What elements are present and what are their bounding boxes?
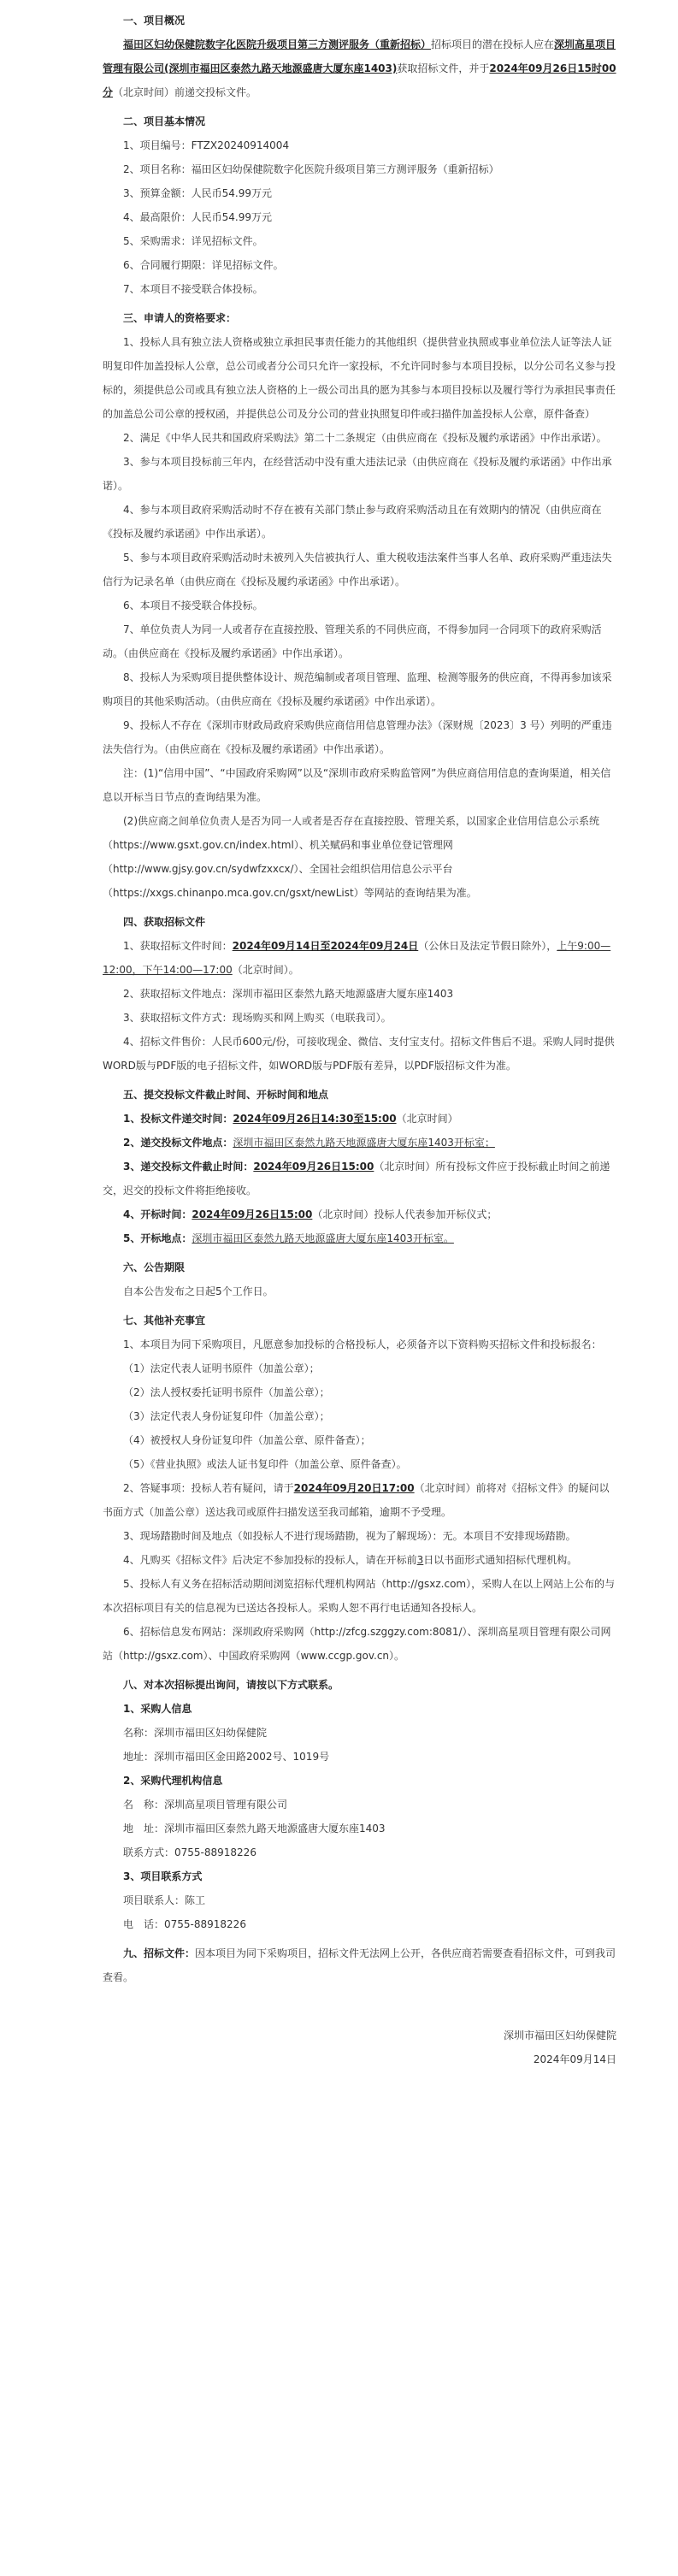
obtain-location: 2、获取招标文件地点：深圳市福田区泰然九路天地源盛唐大厦东座1403 [123,988,454,1000]
basic-info-item: 5、采购需求：详见招标文件。 [123,235,263,247]
other-matter-item: 2、答疑事项：投标人若有疑问，请于2024年09月20日17:00（北京时间）前将对《招标文件》的疑问以书面方式（加盖公章）送达我司或原件扫描发送至我司邮箱，逾期不予受理。 [103,1482,610,1518]
buyer-name: 名称：深圳市福田区妇幼保健院 [123,1727,268,1739]
section-title-contacts: 八、对本次招标提出询问，请按以下方式联系。 [123,1679,339,1691]
obtain-date-range: 2024年09月14日至2024年09月24日 [232,940,419,952]
qualification-item: 6、本项目不接受联合体投标。 [123,600,263,612]
documents-note: 九、招标文件：因本项目为同下采购项目，招标文件无法网上公开，各供应商若需要查看招标文件，可到我司查看。 [103,1947,616,1983]
agent-address: 地 址：深圳市福田区泰然九路天地源盛唐大厦东座1403 [123,1823,386,1835]
issue-date: 2024年09月14日 [533,2053,616,2065]
submission-time: 1、投标文件递交时间：2024年09月26日14:30至15:00（北京时间） [123,1113,458,1125]
agent-phone: 联系方式：0755-88918226 [123,1846,256,1858]
section-title-obtain-documents: 四、获取招标文件 [123,916,206,928]
project-contact-person: 项目联系人：陈工 [123,1894,206,1906]
qualification-item: 1、投标人具有独立法人资格或独立承担民事责任能力的其他组织（提供营业执照或事业单位法人证等法人证明复印件加盖投标人公章，总公司或者分公司只允许一家投标，不允许同时参与本项目投标，以分公司名义参与投标的，须提供总公司或具有独立法人资格的上一级公司出具的愿为其参与本项目投标以及履行等行为承担民事责任的加盖总公司公章的授权函，并提供总公司及分公司的营业执照复印件或扫描件加盖投标人公章，原件备查） [103,336,616,420]
obtain-time: 1、获取招标文件时间：2024年09月14日至2024年09月24日（公休日及法定节假日除外），上午9:00—12:00，下午14:00—17:00（北京时间）。 [103,940,611,976]
basic-info-item: 4、最高限价：人民币54.99万元 [123,211,272,223]
other-matter-item: 1、本项目为同下采购项目，凡愿意参加投标的合格投标人，必须备齐以下资料购买招标文件和投标报名： [123,1338,602,1350]
obtain-hours: 上午9:00—12:00，下午14:00—17:00 [103,940,611,976]
deadline-highlight: 2024年09月26日15时00分 [103,62,616,98]
agent-name: 名 称：深圳高星项目管理有限公司 [123,1799,288,1811]
other-matter-item: 4、凡购买《招标文件》后决定不参加投标的投标人，请在开标前3日以书面形式通知招标代理机构。 [123,1554,578,1566]
qualification-item: 5、参与本项目政府采购活动时未被列入失信被执行人、重大税收违法案件当事人名单、政府采购严重违法失信行为记录名单（由供应商在《投标及履约承诺函》中作出承诺）。 [103,552,612,588]
section-title-other-matters: 七、其他补充事宜 [123,1315,206,1326]
qualification-item: 8、投标人为采购项目提供整体设计、规范编制或者项目管理、监理、检测等服务的供应商，不得再参加该采购项目的其他采购活动。（由供应商在《投标及履约承诺函》中作出承诺）。 [103,671,612,707]
qualification-note: 注：(1)“信用中国”、“中国政府采购网”以及“深圳市政府采购监管网”为供应商信用信息的查询渠道，相关信息以开标当日节点的查询结果为准。 [103,767,611,803]
document-price: 4、招标文件售价：人民币600元/份，可接收现金、微信、支付宝支付。招标文件售后不退。采购人同时提供WORD版与PDF版的电子招标文件，如WORD版与PDF版有差异，以PDF版招标文件为准。 [103,1036,615,1072]
project-contact-phone: 电 话：0755-88918226 [123,1918,246,1930]
other-matter-item: 6、招标信息发布网站：深圳政府采购网（http://zfcg.szggzy.com:8081/）、深圳高星项目管理有限公司网站（http://gsxz.com）、中国政府采购网（www.ccgp.gov.cn）。 [103,1626,611,1662]
required-material: （2）法人授权委托证明书原件（加盖公章）； [123,1386,330,1398]
section-title-overview: 一、项目概况 [123,15,186,27]
notice-period-text: 自本公告发布之日起5个工作日。 [123,1285,274,1297]
section-title-notice-period: 六、公告期限 [123,1261,186,1273]
agent-address-highlight: 深圳高星项目管理有限公司(深圳市福田区泰然九路天地源盛唐大厦东座1403) [103,38,616,74]
required-material: （4）被授权人身份证复印件（加盖公章、原件备查）； [123,1434,371,1446]
basic-info-item: 1、项目编号：FTZX20240914004 [123,139,290,151]
required-material: （5）《营业执照》或法人证书复印件（加盖公章、原件备查）。 [123,1458,407,1470]
required-material: （3）法定代表人身份证复印件（加盖公章）； [123,1410,330,1422]
qualification-note: (2)供应商之间单位负责人是否为同一人或者是否存在直接控股、管理关系，以国家企业信用信息公示系统（https://www.gsxt.gov.cn/index.html）、机关赋码和事业单位登记管理网（http://www.gjsy.gov.cn/sydwfzxxcx/）、全国社会组织信用信息公示平台（https://xxgs.chinanpo.mca.gov.cn/gsxt/newList）等网站的查询结果为准。 [103,815,600,899]
issuer-organization: 深圳市福田区妇幼保健院 [503,2029,616,2041]
section-title-basic-info: 二、项目基本情况 [123,115,206,127]
opening-location: 5、开标地点：深圳市福田区泰然九路天地源盛唐大厦东座1403开标室。 [123,1232,454,1244]
basic-info-item: 6、合同履行期限：详见招标文件。 [123,259,284,271]
buyer-address: 地址：深圳市福田区金田路2002号、1019号 [123,1751,330,1763]
obtain-method: 3、获取招标文件方式：现场购买和网上购买（电联我司）。 [123,1012,392,1024]
basic-info-item: 3、预算金额：人民币54.99万元 [123,187,272,199]
project-title-highlight: 福田区妇幼保健院数字化医院升级项目第三方测评服务（重新招标） [123,38,432,50]
required-material: （1）法定代表人证明书原件（加盖公章）； [123,1362,320,1374]
qualification-item: 7、单位负责人为同一人或者存在直接控股、管理关系的不同供应商，不得参加同一合同项下的政府采购活动。（由供应商在《投标及履约承诺函》中作出承诺）。 [103,623,602,659]
basic-info-item: 2、项目名称：福田区妇幼保健院数字化医院升级项目第三方测评服务（重新招标） [123,163,499,175]
buyer-info-heading: 1、采购人信息 [123,1703,192,1715]
section-title-qualifications: 三、申请人的资格要求： [123,312,237,324]
basic-info-item: 7、本项目不接受联合体投标。 [123,283,263,295]
qualification-item: 4、参与本项目政府采购活动时不存在被有关部门禁止参与政府采购活动且在有效期内的情况（由供应商在《投标及履约承诺函》中作出承诺）。 [103,504,602,540]
submission-location: 2、递交投标文件地点：深圳市福田区泰然九路天地源盛唐大厦东座1403开标室； [123,1137,495,1149]
submission-deadline: 3、递交投标文件截止时间：2024年09月26日15:00（北京时间）所有投标文件应于投标截止时间之前递交，迟交的投标文件将拒绝接收。 [103,1161,610,1196]
agent-info-heading: 2、采购代理机构信息 [123,1775,223,1787]
section-title-documents: 九、招标文件： [123,1947,196,1959]
other-matter-item: 3、现场踏勘时间及地点（如投标人不进行现场踏勘，视为了解现场）：无。本项目不安排现场踏勘。 [123,1530,576,1542]
project-contact-heading: 3、项目联系方式 [123,1870,203,1882]
section-title-submission: 五、提交投标文件截止时间、开标时间和地点 [123,1089,329,1101]
qualification-item: 3、参与本项目投标前三年内，在经营活动中没有重大违法记录（由供应商在《投标及履约承诺函》中作出承诺）。 [103,456,612,492]
qualification-item: 9、投标人不存在《深圳市财政局政府采购供应商信用信息管理办法》（深财规〔2023〕3 号）列明的严重违法失信行为。（由供应商在《投标及履约承诺函》中作出承诺）。 [103,719,612,755]
other-matter-item: 5、投标人有义务在招标活动期间浏览招标代理机构网站（http://gsxz.com），采购人在以上网站上公布的与本次招标项目有关的信息视为已送达各投标人。采购人恕不再行电话通知各投标人。 [103,1578,616,1614]
overview-paragraph: 福田区妇幼保健院数字化医院升级项目第三方测评服务（重新招标）招标项目的潜在投标人应在深圳高星项目管理有限公司(深圳市福田区泰然九路天地源盛唐大厦东座1403)获取招标文件，并于2024年09月26日15时00分（北京时间）前递交投标文件。 [103,38,616,98]
qualification-item: 2、满足《中华人民共和国政府采购法》第二十二条规定（由供应商在《投标及履约承诺函》中作出承诺）。 [123,432,607,444]
opening-time: 4、开标时间：2024年09月26日15:00（北京时间）投标人代表参加开标仪式； [123,1208,498,1220]
